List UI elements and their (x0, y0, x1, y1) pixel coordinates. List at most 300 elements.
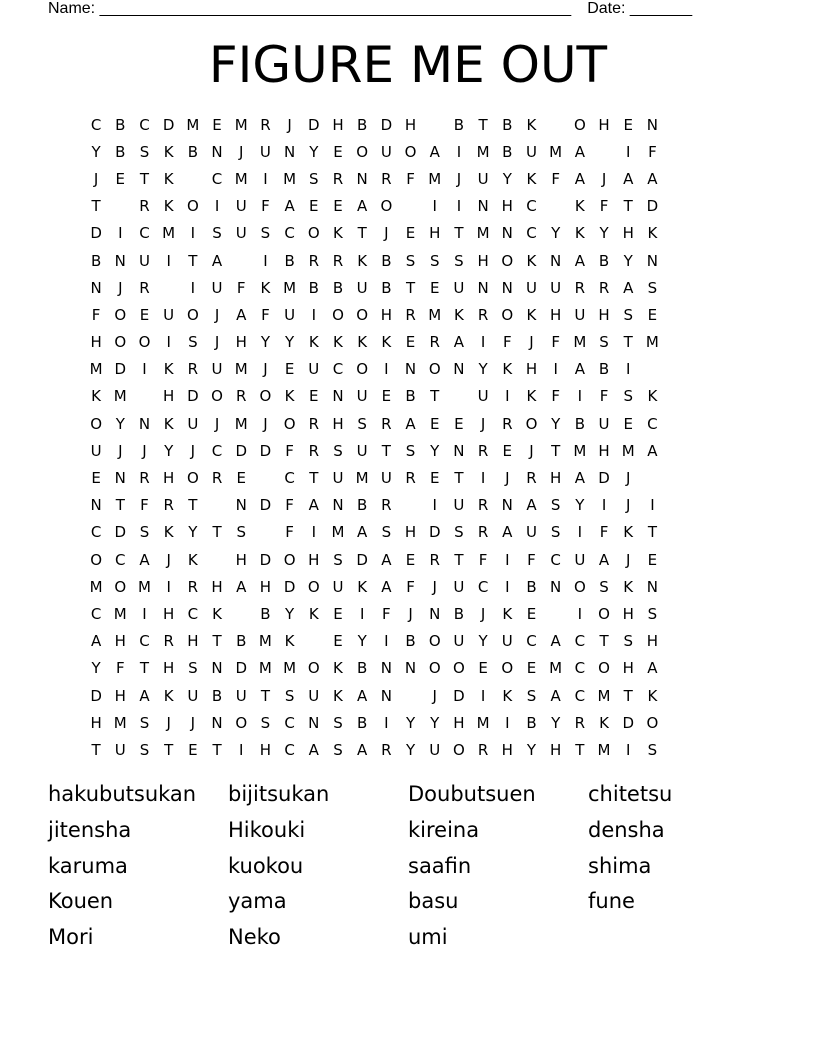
grid-cell: S (212, 224, 222, 243)
grid-cell: K (357, 577, 368, 596)
grid-cell: K (284, 632, 295, 651)
grid-cell: N (646, 115, 659, 134)
grid-cell: D (90, 686, 102, 705)
grid-cell: T (430, 387, 440, 406)
grid-cell: A (90, 632, 102, 651)
grid-cell: O (428, 659, 441, 678)
grid-cell: J (384, 224, 389, 243)
grid-cell: T (115, 496, 125, 515)
grid-cell: N (356, 169, 368, 188)
word-list-item: shima (588, 853, 652, 878)
grid-cell: O (428, 632, 441, 651)
grid-cell: C (187, 604, 199, 623)
grid-cell: O (646, 713, 659, 732)
grid-cell: H (598, 305, 610, 324)
grid-cell: Y (502, 169, 512, 188)
grid-cell: I (384, 632, 389, 651)
grid-cell: A (429, 142, 440, 161)
grid-cell: I (505, 713, 510, 732)
grid-cell: J (166, 550, 171, 569)
grid-cell: R (332, 251, 344, 270)
grid-cell: M (234, 414, 248, 433)
grid-cell: C (550, 550, 561, 569)
grid-cell: E (284, 360, 295, 379)
grid-cell: O (356, 142, 369, 161)
grid-cell: D (187, 387, 199, 406)
grid-cell: O (186, 305, 199, 324)
grid-cell: D (259, 496, 272, 515)
grid-cell: K (381, 333, 392, 352)
grid-cell: D (114, 523, 127, 542)
grid-cell: I (190, 224, 196, 243)
grid-cell: U (138, 251, 150, 270)
grid-cell: D (235, 441, 247, 460)
grid-cell: B (381, 251, 392, 270)
grid-cell: A (357, 686, 368, 705)
grid-cell: Y (430, 441, 440, 460)
grid-cell: T (478, 115, 488, 134)
grid-cell: E (478, 659, 488, 678)
grid-cell: M (137, 577, 151, 596)
grid-cell: S (357, 414, 367, 433)
grid-cell: K (163, 414, 174, 433)
grid-cell: M (89, 360, 103, 379)
word-list-item: Kouen (48, 889, 114, 914)
date-field: Date: _______ (587, 0, 693, 17)
grid-row (84, 220, 732, 247)
grid-cell: S (333, 713, 343, 732)
grid-cell: J (166, 713, 171, 732)
grid-cell: T (188, 251, 198, 270)
grid-cell: I (577, 604, 583, 623)
grid-cell: N (646, 577, 659, 596)
grid-cell: N (501, 224, 513, 243)
grid-cell: S (309, 169, 319, 188)
grid-cell: E (309, 387, 319, 406)
grid-cell: E (333, 632, 343, 651)
grid-cell: Y (599, 224, 609, 243)
grid-cell: M (597, 686, 611, 705)
grid-cell: M (258, 632, 272, 651)
grid-cell: K (333, 686, 343, 705)
grid-cell: B (598, 360, 610, 379)
grid-cell: J (214, 333, 220, 352)
grid-cell: H (646, 632, 659, 651)
grid-cell: Y (91, 142, 101, 161)
grid-cell: R (163, 496, 174, 515)
grid-cell (398, 496, 422, 514)
grid-cell: A (211, 251, 223, 270)
grid-cell: K (333, 659, 343, 678)
grid-cell: S (260, 713, 271, 732)
grid-cell: K (357, 251, 368, 270)
grid-cell: B (90, 251, 102, 270)
grid-cell (205, 496, 229, 514)
grid-cell: Y (309, 142, 319, 161)
grid-cell: A (550, 632, 561, 651)
grid-cell: K (212, 604, 222, 623)
grid-cell: H (598, 441, 610, 460)
word-list-item: karuma (48, 853, 128, 878)
grid-cell: B (357, 713, 368, 732)
grid-cell: F (140, 496, 149, 515)
grid-cell: I (650, 496, 655, 515)
grid-cell: U (501, 632, 513, 651)
grid-cell: Y (115, 414, 125, 433)
grid-cell: Y (260, 333, 270, 352)
grid-cell: E (623, 115, 633, 134)
grid-cell: S (333, 740, 343, 759)
grid-cell: E (502, 441, 513, 460)
grid-cell: A (381, 577, 392, 596)
grid-cell: C (90, 115, 102, 134)
grid-cell: O (428, 360, 441, 379)
grid-cell: H (550, 469, 562, 488)
grid-cell: U (332, 469, 344, 488)
grid-cell: Y (623, 251, 633, 270)
grid-cell: R (381, 740, 392, 759)
grid-cell: H (622, 604, 634, 623)
grid-cell: Y (575, 496, 585, 515)
grid-cell: E (333, 142, 343, 161)
grid-cell: O (573, 577, 586, 596)
grid-cell: K (187, 550, 198, 569)
grid-cell: J (480, 414, 486, 433)
grid-cell: M (645, 333, 659, 352)
grid-cell: C (332, 360, 344, 379)
grid-cell: J (190, 713, 196, 732)
grid-cell: J (190, 441, 196, 460)
grid-cell: A (308, 496, 319, 515)
grid-cell (229, 605, 253, 623)
grid-cell: J (239, 142, 244, 161)
grid-cell: F (551, 387, 560, 406)
grid-cell: I (626, 360, 631, 379)
word-list-item: densha (588, 817, 665, 842)
grid-cell: U (163, 305, 175, 324)
grid-cell: C (526, 632, 537, 651)
grid-cell: S (260, 224, 271, 243)
grid-cell (544, 116, 568, 134)
grid-cell: A (284, 197, 295, 216)
grid-cell: U (550, 278, 562, 297)
page-title: FIGURE ME OUT (208, 36, 608, 94)
grid-cell: M (113, 604, 127, 623)
grid-cell (253, 469, 277, 487)
grid-cell: R (211, 469, 223, 488)
grid-cell: T (623, 686, 633, 705)
grid-cell: K (357, 333, 368, 352)
grid-cell: S (599, 577, 609, 596)
grid-cell: U (380, 142, 392, 161)
grid-cell: I (553, 360, 558, 379)
grid-cell: H (259, 577, 272, 596)
grid-cell: O (307, 224, 320, 243)
grid-cell: R (260, 115, 271, 134)
grid-cell: I (166, 577, 171, 596)
grid-cell: U (235, 224, 247, 243)
grid-cell: F (406, 169, 415, 188)
grid-row (84, 111, 732, 138)
grid-cell: T (91, 740, 101, 759)
grid-cell: N (283, 142, 296, 161)
grid-cell: K (647, 686, 658, 705)
grid-cell: T (212, 632, 222, 651)
grid-cell: A (623, 278, 634, 297)
grid-cell: R (187, 360, 199, 379)
grid-cell: S (550, 496, 561, 515)
grid-cell: U (211, 360, 223, 379)
grid-cell: M (428, 169, 442, 188)
grid-cell (253, 523, 277, 541)
grid-cell: K (623, 577, 634, 596)
grid-cell (398, 197, 422, 215)
grid-cell: C (647, 414, 658, 433)
grid-cell: Y (164, 441, 174, 460)
grid-cell: E (309, 197, 319, 216)
grid-cell: O (114, 333, 127, 352)
grid-cell: B (284, 251, 295, 270)
grid-cell (544, 197, 568, 215)
grid-row (84, 464, 732, 491)
grid-cell: A (139, 550, 150, 569)
grid-cell: K (623, 523, 634, 542)
grid-cell: A (574, 142, 585, 161)
grid-cell: J (118, 441, 123, 460)
grid-cell: T (212, 523, 222, 542)
grid-cell: D (235, 659, 247, 678)
grid-cell: F (261, 197, 270, 216)
grid-cell: A (574, 169, 585, 188)
grid-cell: R (308, 251, 319, 270)
grid-cell: M (331, 523, 345, 542)
grid-cell: I (456, 142, 462, 161)
grid-cell: O (501, 659, 514, 678)
grid-row (84, 709, 732, 736)
grid-cell: U (356, 441, 368, 460)
grid-cell: Y (478, 360, 488, 379)
grid-cell: C (526, 224, 537, 243)
grid-cell: I (359, 604, 365, 623)
grid-cell: S (647, 604, 658, 623)
grid-cell: O (114, 577, 127, 596)
grid-cell: U (453, 496, 465, 515)
grid-cell: K (163, 523, 174, 542)
grid-cell (640, 360, 664, 378)
grid-cell: T (405, 278, 416, 297)
grid-cell: E (405, 333, 416, 352)
grid-cell: O (307, 659, 320, 678)
grid-cell: S (623, 387, 633, 406)
grid-cell: D (283, 577, 296, 596)
grid-cell: M (476, 713, 490, 732)
grid-cell: A (526, 496, 537, 515)
grid-row (84, 383, 732, 410)
grid-row (84, 356, 732, 383)
grid-cell: R (236, 387, 247, 406)
grid-cell: U (235, 197, 247, 216)
grid-cell: A (647, 659, 658, 678)
grid-cell: K (526, 387, 537, 406)
grid-cell: K (502, 686, 513, 705)
grid-cell: R (477, 305, 489, 324)
grid-row (84, 410, 732, 437)
grid-cell: E (236, 469, 246, 488)
grid-row (84, 682, 732, 709)
grid-cell: K (308, 604, 319, 623)
grid-cell: T (91, 197, 101, 216)
grid-cell: C (284, 740, 295, 759)
grid-cell: N (550, 251, 562, 270)
grid-row (84, 274, 732, 301)
grid-cell: E (429, 278, 440, 297)
grid-cell: H (308, 550, 320, 569)
grid-cell: B (115, 115, 126, 134)
grid-cell: O (283, 550, 296, 569)
grid-cell: U (235, 686, 247, 705)
grid-cell: D (114, 360, 127, 379)
grid-cell: I (142, 604, 147, 623)
grid-cell: Y (551, 414, 561, 433)
grid-cell: C (284, 224, 295, 243)
grid-cell: J (408, 604, 413, 623)
grid-cell: U (574, 550, 586, 569)
grid-cell: M (573, 441, 587, 460)
grid-cell: D (380, 115, 393, 134)
grid-cell: I (432, 197, 437, 216)
grid-cell: E (333, 197, 343, 216)
grid-cell: S (454, 251, 464, 270)
grid-cell: O (404, 142, 417, 161)
grid-cell: K (163, 686, 174, 705)
grid-cell: F (261, 305, 270, 324)
grid-cell: H (453, 713, 465, 732)
grid-cell: B (187, 142, 198, 161)
grid-cell: E (405, 224, 416, 243)
grid-cell: J (505, 469, 510, 488)
word-list (48, 778, 768, 957)
grid-cell: I (384, 360, 389, 379)
grid-cell: U (308, 686, 320, 705)
word-list-item: jitensha (48, 817, 132, 842)
grid-cell: U (211, 278, 223, 297)
grid-cell: K (502, 360, 513, 379)
grid-cell: S (405, 441, 416, 460)
word-list-item: hakubutsukan (48, 782, 197, 806)
grid-row (84, 573, 732, 600)
grid-cell: E (429, 469, 440, 488)
grid-cell: I (263, 251, 268, 270)
grid-row (84, 247, 732, 274)
grid-cell: R (477, 496, 489, 515)
grid-row (84, 193, 732, 220)
grid-cell: J (432, 686, 437, 705)
grid-cell: B (502, 115, 513, 134)
grid-cell: R (405, 305, 416, 324)
grid-cell: U (332, 577, 344, 596)
grid-cell: T (260, 686, 270, 705)
grid-row (84, 329, 732, 356)
grid-cell: K (333, 224, 343, 243)
grid-cell: K (284, 387, 295, 406)
grid-cell: R (429, 550, 440, 569)
grid-cell: R (163, 632, 174, 651)
grid-cell: M (621, 441, 635, 460)
grid-cell: R (477, 523, 489, 542)
grid-cell: I (626, 740, 631, 759)
grid-cell: D (162, 115, 175, 134)
grid-cell: H (114, 686, 126, 705)
grid-cell: C (284, 713, 295, 732)
grid-cell: C (574, 686, 586, 705)
grid-cell: M (113, 713, 127, 732)
grid-cell: H (163, 659, 175, 678)
grid-cell: R (381, 169, 392, 188)
grid-cell: Y (551, 713, 561, 732)
grid-cell: O (356, 305, 369, 324)
grid-cell: E (526, 659, 537, 678)
grid-cell: S (139, 142, 150, 161)
grid-cell: A (574, 251, 585, 270)
grid-cell: U (453, 278, 465, 297)
grid-cell: R (574, 713, 586, 732)
word-list-item: chitetsu (588, 782, 673, 806)
grid-cell: H (380, 305, 392, 324)
grid-cell: K (599, 713, 609, 732)
grid-cell: E (647, 305, 658, 324)
grid-cell: N (308, 713, 320, 732)
grid-cell: S (623, 632, 633, 651)
grid-cell: F (478, 550, 488, 569)
grid-cell: E (91, 469, 101, 488)
grid-cell: F (91, 305, 101, 324)
grid-cell: N (501, 278, 513, 297)
grid-cell: C (574, 659, 586, 678)
grid-cell: K (163, 197, 174, 216)
grid-cell: A (139, 686, 150, 705)
grid-cell: O (453, 740, 465, 759)
grid-cell: Y (91, 659, 101, 678)
word-list-item: kuokou (228, 853, 304, 878)
grid-cell: S (647, 278, 658, 297)
grid-cell: S (647, 740, 658, 759)
grid-cell: O (356, 360, 369, 379)
grid-cell: M (186, 115, 200, 134)
grid-cell: K (91, 387, 102, 406)
grid-cell: B (357, 115, 368, 134)
grid-cell: T (454, 224, 464, 243)
grid-cell (447, 387, 471, 405)
grid-cell: C (211, 441, 223, 460)
grid-cell: K (308, 333, 319, 352)
grid-cell: A (574, 469, 585, 488)
grid-cell: E (188, 740, 198, 759)
grid-cell: U (429, 740, 441, 759)
grid-cell: B (502, 142, 513, 161)
grid-cell: C (139, 115, 150, 134)
grid-cell: S (454, 523, 464, 542)
grid-cell: A (405, 414, 416, 433)
grid-cell: E (115, 169, 126, 188)
grid-cell: J (214, 305, 220, 324)
word-list-item: kireina (408, 817, 480, 842)
grid-cell: F (285, 441, 294, 460)
grid-cell: N (501, 496, 513, 515)
grid-cell: T (139, 659, 150, 678)
grid-cell: E (623, 414, 633, 433)
grid-row (84, 301, 732, 328)
grid-cell: I (311, 305, 316, 324)
